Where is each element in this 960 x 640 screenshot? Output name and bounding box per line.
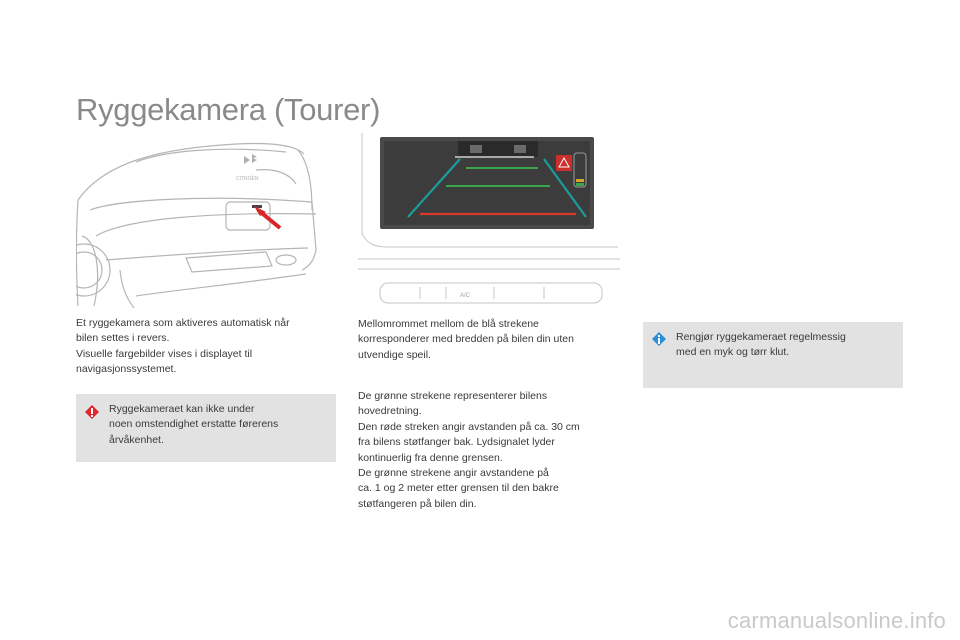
page-title: Ryggekamera (Tourer)	[76, 92, 381, 127]
car-rear-illustration	[76, 140, 328, 308]
info-icon	[651, 331, 667, 347]
green-red-lines-paragraph: De grønne strekene representerer bilens hovedretning. Den røde streken angir avstanden på ca. 30 cm fra bilens støtfanger bak. Lydsignalet lyder kontinuerlig fra denne grensen. De grønne strekene angir avstandene på ca. 1 og 2 meter etter grensen til den bakre støtfangeren på bilen din.	[358, 390, 580, 510]
exclamation-icon	[84, 404, 100, 420]
intro-paragraph: Et ryggekamera som aktiveres automatisk når bilen settes i revers. Visuelle fargebilder vises i displayet til navigasjonssystemet.	[76, 317, 290, 376]
dashboard-screen-illustration	[358, 133, 620, 308]
warning-note	[76, 394, 336, 462]
blue-lines-paragraph: Mellomrommet mellom de blå strekene korresponderer med bredden på bilen din uten utvendige speil.	[358, 318, 574, 361]
watermark: carmanualsonline.info	[727, 608, 946, 633]
ac-label: A/C	[460, 293, 471, 299]
warning-note-text: Ryggekameraet kan ikke under noen omstendighet erstatte førerens årvåkenhet.	[109, 403, 279, 446]
info-note-text: Rengjør ryggekameraet regelmessig med en myk og tørr klut.	[676, 331, 846, 359]
info-note	[643, 322, 903, 388]
car-badge-text: CITROËN	[236, 176, 259, 182]
